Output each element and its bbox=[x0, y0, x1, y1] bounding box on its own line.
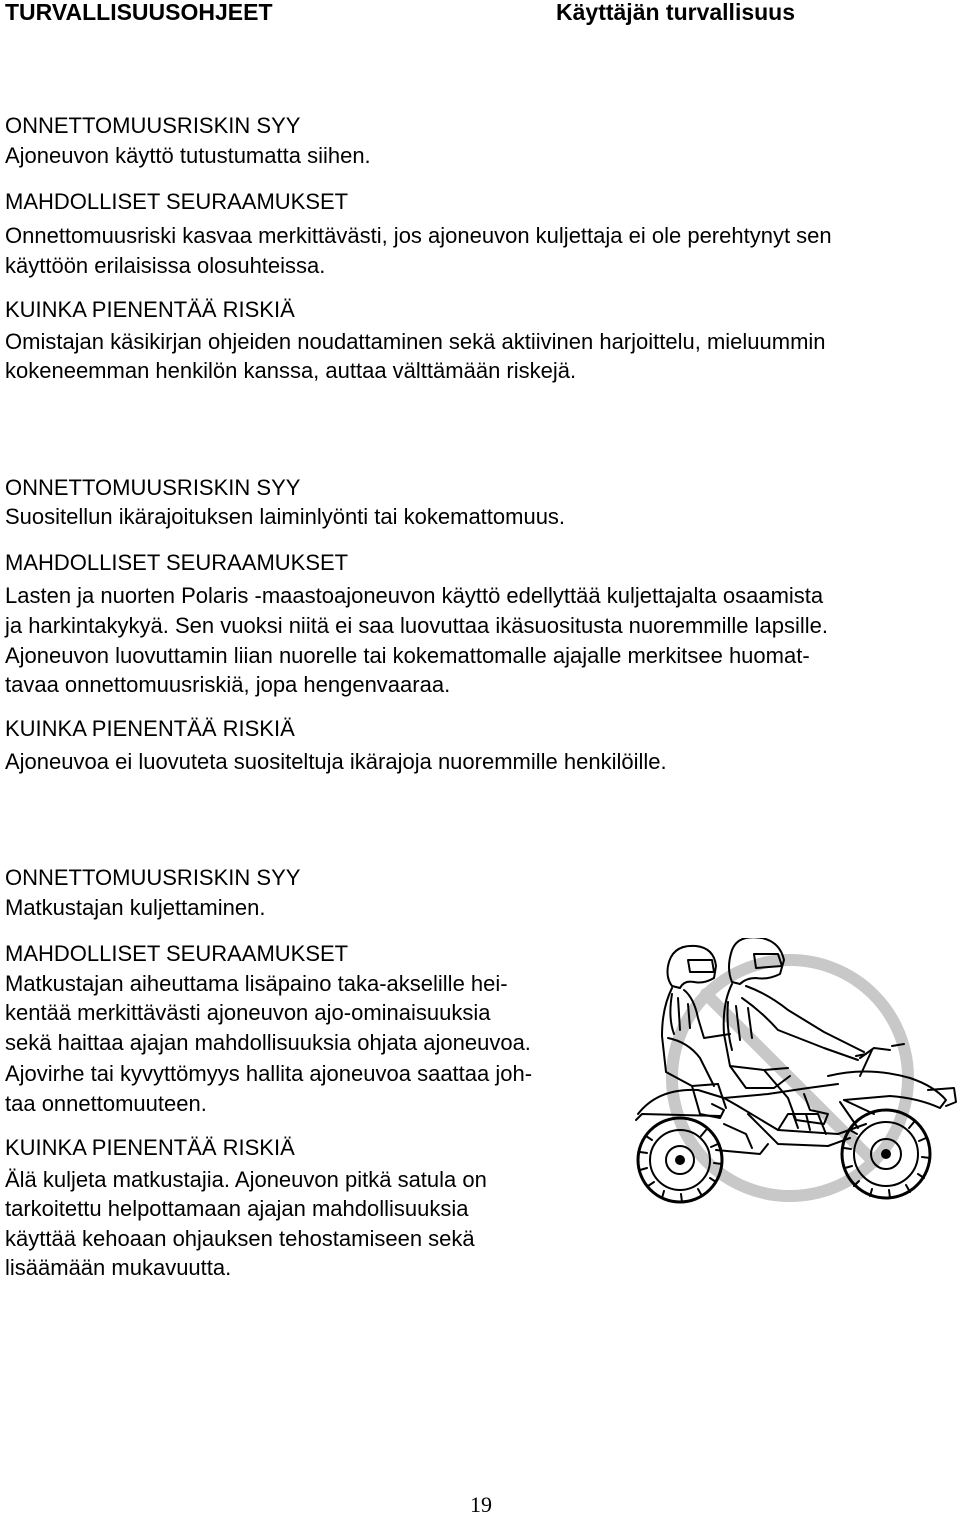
section-1-prevention-text: kokeneemman henkilön kanssa, auttaa välttämään riskejä. bbox=[5, 358, 577, 383]
section-3-cause-heading: ONNETTOMUUSRISKIN SYY bbox=[5, 865, 301, 890]
section-2-cause-text: Suositellun ikärajoituksen laiminlyönti tai kokemattomuus. bbox=[5, 504, 566, 529]
section-3-consequence-text: Matkustajan aiheuttama lisäpaino taka-akselille hei- bbox=[5, 971, 508, 996]
section-2-prevention-heading: KUINKA PIENENTÄÄ RISKIÄ bbox=[5, 716, 295, 741]
section-1-consequence-text: käyttöön erilaisissa olosuhteissa. bbox=[5, 253, 326, 278]
section-3-prevention-text: käyttää kehoaan ohjauksen tehostamiseen sekä bbox=[5, 1226, 475, 1251]
section-3-prevention-text: Älä kuljeta matkustajia. Ajoneuvon pitkä satula on bbox=[5, 1167, 487, 1192]
section-3-consequence-text: taa onnettomuuteen. bbox=[5, 1091, 207, 1116]
header-left-title: TURVALLISUUSOHJEET bbox=[5, 0, 273, 25]
section-2-prevention-text: Ajoneuvoa ei luovuteta suositeltuja ikärajoja nuoremmille henkilöille. bbox=[5, 749, 667, 774]
section-1-cause-heading: ONNETTOMUUSRISKIN SYY bbox=[5, 113, 301, 138]
section-2-cause-heading: ONNETTOMUUSRISKIN SYY bbox=[5, 475, 301, 500]
no-passenger-atv-icon bbox=[628, 938, 960, 1218]
section-2-consequence-text: Ajoneuvon luovuttamin liian nuorelle tai kokemattomalle ajajalle merkitsee huomat- bbox=[5, 643, 810, 668]
section-3-consequence-text: sekä haittaa ajajan mahdollisuuksia ohjata ajoneuvoa. bbox=[5, 1030, 531, 1055]
section-3-prevention-heading: KUINKA PIENENTÄÄ RISKIÄ bbox=[5, 1135, 295, 1160]
section-2-consequence-text: ja harkintakykyä. Sen vuoksi niitä ei saa luovuttaa ikäsuositusta nuoremmille lapsille. bbox=[5, 613, 828, 638]
section-2-consequence-text: Lasten ja nuorten Polaris -maastoajoneuvon käyttö edellyttää kuljettajalta osaamista bbox=[5, 583, 824, 608]
section-1-consequence-text: Onnettomuusriski kasvaa merkittävästi, jos ajoneuvon kuljettaja ei ole perehtynyt sen bbox=[5, 223, 832, 248]
section-3-prevention-text: tarkoitettu helpottamaan ajajan mahdollisuuksia bbox=[5, 1196, 469, 1221]
page-number: 19 bbox=[470, 1492, 492, 1517]
rear-wheel bbox=[638, 1118, 722, 1202]
section-1-prevention-heading: KUINKA PIENENTÄÄ RISKIÄ bbox=[5, 297, 295, 322]
section-3-cause-text: Matkustajan kuljettaminen. bbox=[5, 895, 266, 920]
section-3-consequence-heading: MAHDOLLISET SEURAAMUKSET bbox=[5, 941, 349, 966]
header-right-title: Käyttäjän turvallisuus bbox=[556, 0, 796, 25]
section-3-consequence-text: Ajovirhe tai kyvyttömyys hallita ajoneuvoa saattaa joh- bbox=[5, 1061, 533, 1086]
section-2-consequence-text: tavaa onnettomuusriskiä, jopa hengenvaaraa. bbox=[5, 672, 451, 697]
section-1-consequence-heading: MAHDOLLISET SEURAAMUKSET bbox=[5, 189, 349, 214]
section-2-consequence-heading: MAHDOLLISET SEURAAMUKSET bbox=[5, 550, 349, 575]
section-3-prevention-text: lisäämään mukavuutta. bbox=[5, 1255, 232, 1280]
section-3-consequence-text: kentää merkittävästi ajoneuvon ajo-ominaisuuksia bbox=[5, 1000, 491, 1025]
section-1-cause-text: Ajoneuvon käyttö tutustumatta siihen. bbox=[5, 143, 371, 168]
section-1-prevention-text: Omistajan käsikirjan ohjeiden noudattaminen sekä aktiivinen harjoittelu, mieluummin bbox=[5, 329, 826, 354]
